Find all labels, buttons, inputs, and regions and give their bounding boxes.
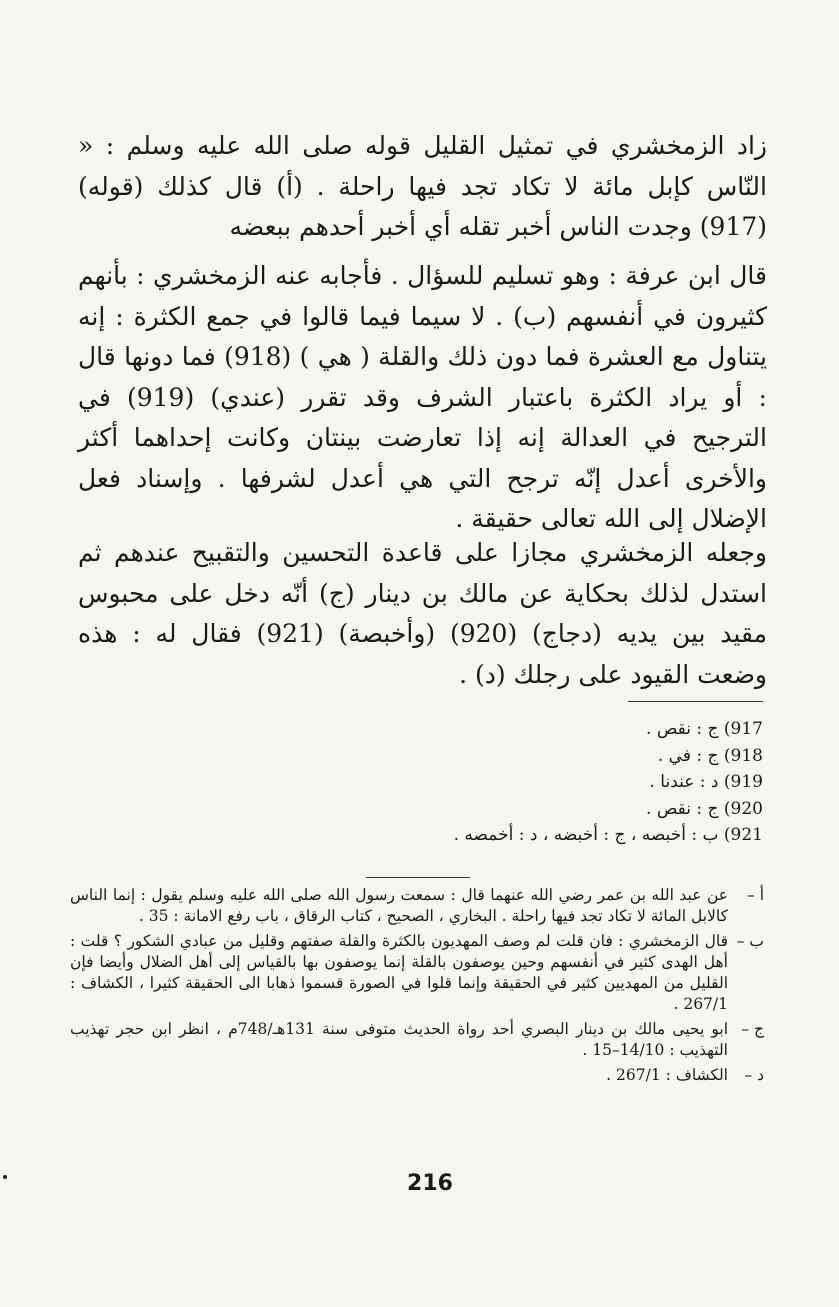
variant-note-number: 918) bbox=[723, 745, 763, 766]
variant-note-text: ج : في . bbox=[657, 745, 719, 766]
footnote bbox=[70, 1019, 764, 1061]
variant-note-text: ج : نقص . bbox=[646, 798, 719, 819]
body-paragraph-1: زاد الزمخشري في تمثيل القليل قوله صلى الله عليه وسلم : « النّاس كإبل مائة لا تكاد تجد فيها راحلة . (أ) قال كذلك (قوله) (917) وجدت الناس أخبر تقله أي أخبر أحدهم ببعضه bbox=[78, 131, 767, 241]
variants-separator-rule bbox=[628, 701, 763, 702]
body-paragraph-3: وجعله الزمخشري مجازا على قاعدة التحسين والتقبيح عندهم ثم استدل لذلك بحكاية عن مالك بن دينار (ج) أنّه دخل على محبوس مقيد بين يديه (دجاج) (920) (وأخبصة) (921) فقال له : هذه وضعت القيود على رجلك (د) . bbox=[78, 538, 767, 689]
variant-note-number: 919) bbox=[723, 772, 763, 792]
variant-note-text: ج : نقص . bbox=[646, 719, 719, 739]
footnote bbox=[70, 1065, 764, 1086]
variant-note-number: 917) bbox=[723, 719, 763, 739]
footnote-text: قال الزمخشري : فان قلت لم وصف المهديون بالكثرة والقلة صفتهم وقليل من عبادي الشكور ؟ قلت : أهل الهدى كثير في أنفسهم وحين يوصفون بالقلة إنما يوصفون بها بالقياس إلى أهل الضلال وأيضا فإن القليل من المهديين كثير في الحقيقة وإنما قلوا في الصورة قسموا ذهابا الى الحقيقة كثيرا ، الكشاف : 267/1 . bbox=[70, 932, 728, 1013]
footnote-text: ابو يحيى مالك بن دينار البصري أحد رواة الحديث متوفى سنة 131هـ/748م ، انظر ابن حجر تهذيب التهذيب : 14/10–15 . bbox=[70, 1020, 728, 1059]
variant-note bbox=[300, 769, 763, 796]
footnote-mark: ج – bbox=[741, 1020, 764, 1038]
variant-note bbox=[300, 822, 763, 849]
footnote bbox=[70, 885, 764, 927]
scan-speck bbox=[3, 1175, 7, 1179]
footnote-mark: د – bbox=[744, 1066, 764, 1084]
variant-note bbox=[300, 716, 763, 743]
page-number: 216 bbox=[407, 1171, 453, 1196]
variant-note bbox=[300, 743, 763, 770]
variant-note bbox=[300, 796, 763, 823]
footnote-text: الكشاف : 267/1 . bbox=[606, 1066, 728, 1084]
variant-note-text: د : عندنا . bbox=[649, 772, 719, 792]
body-paragraph-2: قال ابن عرفة : وهو تسليم للسؤال . فأجابه عنه الزمخشري : بأنهم كثيرون في أنفسهم (ب) . لا سيما فيما قالوا في جمع الكثرة : إنه يتناول مع العشرة فما دون ذلك والقلة ( هي ) (918) فما دونها قال : أو يراد الكثرة باعتبار الشرف وقد تقرر (عندي) (919) في الترجيح في العدالة إنه إذا تعارضت بينتان وكانت إحداهما أكثر والأخرى أعدل إنّه ترجح التي هي أعدل لشرفها . وإسناد فعل الإضلال إلى الله تعالى حقيقة . bbox=[78, 261, 767, 533]
variant-note-number: 920) bbox=[723, 798, 763, 819]
footnote-text: عن عبد الله بن عمر رضي الله عنهما قال : سمعت رسول الله صلى الله عليه وسلم يقول : إنما الناس كالابل المائة لا تكاد تجد فيها راحلة . البخاري ، الصحيح ، كتاب الرقاق ، باب رفع الامانة : 35 . bbox=[70, 886, 728, 925]
footnote-mark: ب – bbox=[736, 932, 764, 950]
variant-notes-list bbox=[300, 716, 763, 849]
footnotes-separator-rule bbox=[366, 877, 470, 878]
footnote bbox=[70, 931, 764, 1015]
footnotes-list bbox=[70, 885, 764, 1090]
footnote-mark: أ – bbox=[747, 886, 764, 904]
variant-note-number: 921) bbox=[723, 825, 763, 845]
variant-note-text: ب : أخبصه ، ج : أخبضه ، د : أخمصه . bbox=[453, 825, 719, 845]
